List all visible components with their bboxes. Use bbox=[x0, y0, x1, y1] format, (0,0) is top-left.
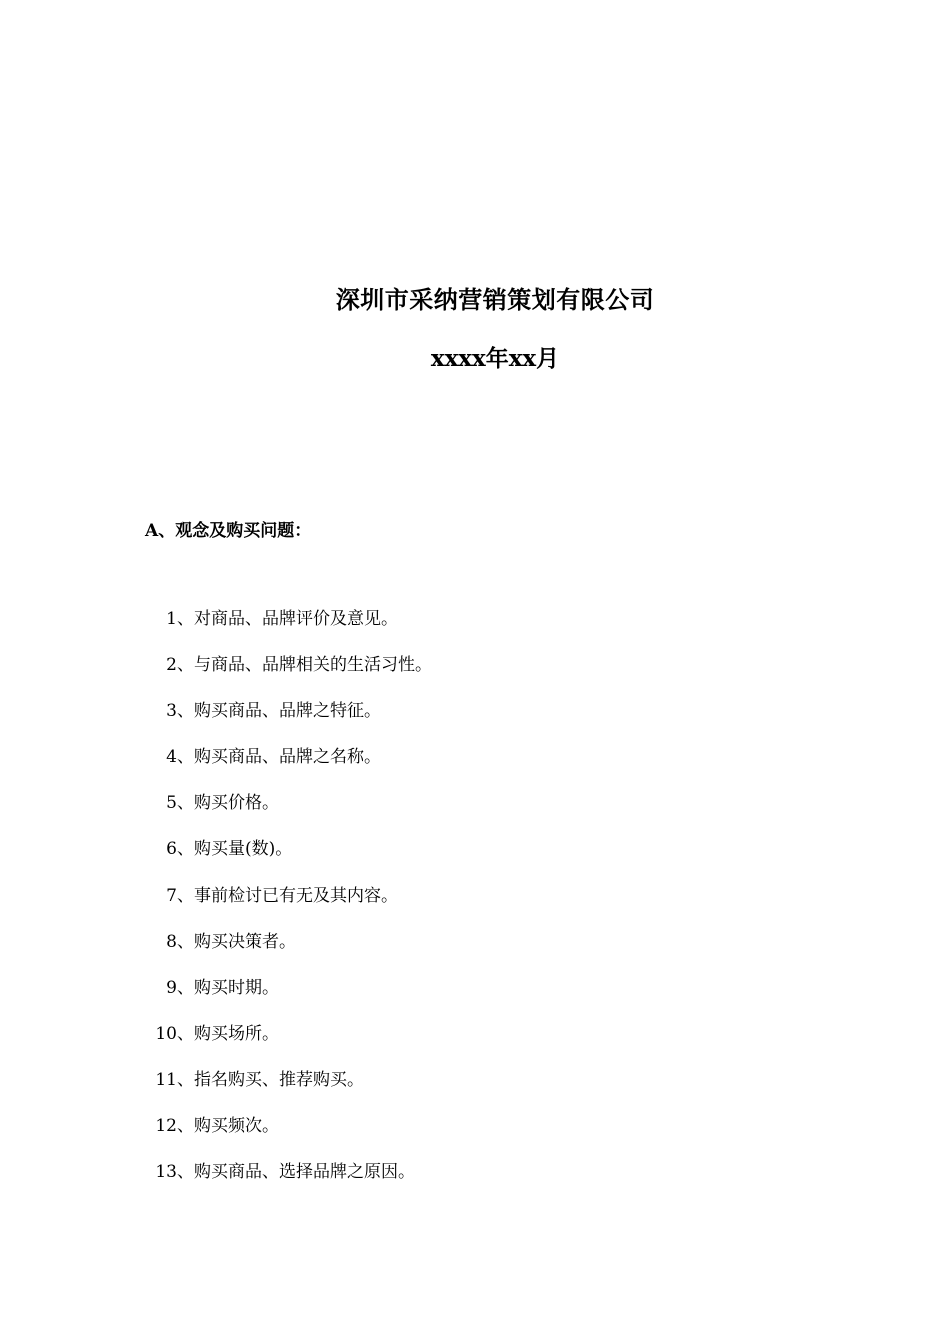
item-text: 、购买场所。 bbox=[177, 1023, 279, 1044]
item-number: 4 bbox=[166, 747, 177, 768]
item-text: 、购买价格。 bbox=[177, 793, 279, 814]
list-item bbox=[144, 929, 432, 975]
item-text: 、购买商品、选择品牌之原因。 bbox=[177, 1162, 415, 1183]
list-item bbox=[144, 698, 432, 744]
list-item bbox=[144, 1021, 432, 1067]
list-item bbox=[144, 1113, 432, 1159]
item-number: 8 bbox=[166, 931, 177, 952]
list-item bbox=[144, 836, 432, 882]
item-text: 、购买量(数)。 bbox=[177, 839, 293, 860]
item-text: 、购买商品、品牌之特征。 bbox=[177, 701, 381, 722]
item-number: 13 bbox=[155, 1162, 177, 1183]
document-date: xxxx年xx月 bbox=[430, 345, 560, 372]
list-item bbox=[144, 744, 432, 790]
item-number: 7 bbox=[166, 885, 177, 906]
company-name: 深圳市采纳营销策划有限公司 bbox=[335, 285, 655, 314]
list-item bbox=[144, 652, 432, 698]
item-text: 、对商品、品牌评价及意见。 bbox=[177, 609, 398, 629]
item-text: 、购买频次。 bbox=[177, 1116, 279, 1137]
item-text: 、购买时期。 bbox=[177, 977, 279, 998]
item-text: 、与商品、品牌相关的生活习性。 bbox=[177, 655, 432, 676]
list-item bbox=[144, 883, 432, 929]
item-number: 1 bbox=[166, 609, 177, 629]
list-item bbox=[144, 975, 432, 1021]
list-item bbox=[144, 606, 432, 652]
section-heading: A、观念及购买问题： bbox=[145, 521, 312, 541]
item-text: 、购买商品、品牌之名称。 bbox=[177, 747, 381, 768]
item-number: 10 bbox=[155, 1023, 177, 1044]
item-number: 3 bbox=[166, 701, 177, 722]
item-text: 、指名购买、推荐购买。 bbox=[177, 1069, 364, 1090]
item-number: 12 bbox=[155, 1116, 177, 1137]
list-item bbox=[144, 1159, 432, 1205]
item-number: 2 bbox=[166, 655, 177, 676]
item-number: 6 bbox=[166, 839, 177, 860]
question-list bbox=[144, 606, 432, 1205]
item-number: 5 bbox=[166, 793, 177, 814]
item-number: 9 bbox=[166, 977, 177, 998]
item-number: 11 bbox=[155, 1069, 177, 1090]
list-item bbox=[144, 1067, 432, 1113]
item-text: 、购买决策者。 bbox=[177, 931, 296, 952]
list-item bbox=[144, 790, 432, 836]
item-text: 、事前检讨已有无及其内容。 bbox=[177, 885, 398, 906]
